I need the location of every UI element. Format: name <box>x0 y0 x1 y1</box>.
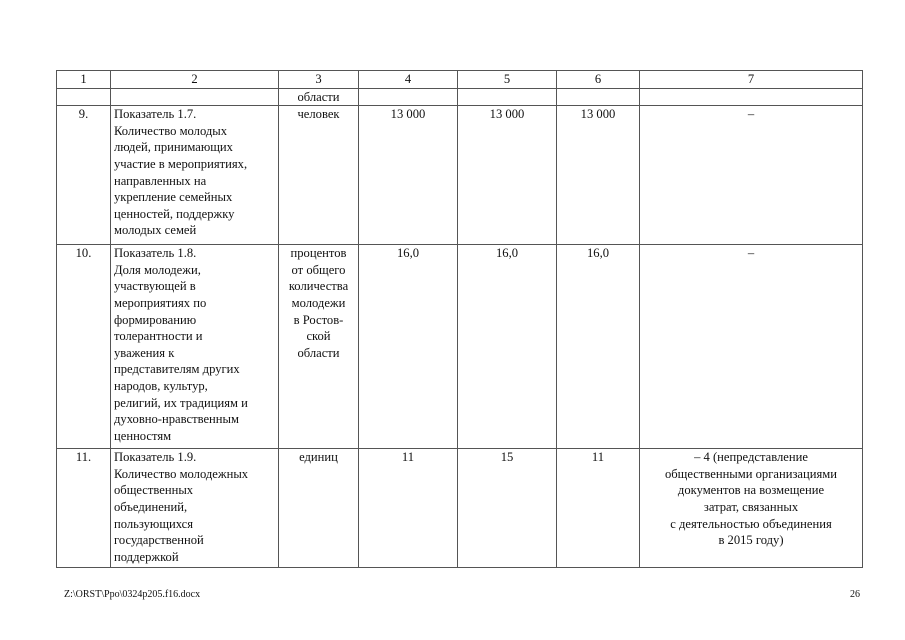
note-cell <box>640 449 863 568</box>
table-row <box>57 106 863 245</box>
indicator-line: укрепление семейных <box>114 190 233 205</box>
note-line: документов на возмещение <box>677 483 825 498</box>
header-row <box>57 71 863 89</box>
unit-line: количества <box>288 279 349 294</box>
unit-line: единиц <box>299 450 338 465</box>
indicator-line: пользующихся <box>114 516 194 531</box>
table-row <box>57 449 863 568</box>
indicator-line: объединений, <box>114 499 188 514</box>
indicator-line: направленных на <box>114 173 207 188</box>
unit-cell <box>279 245 359 449</box>
indicator-line: мероприятиях по <box>114 295 207 310</box>
indicator-line: представителям других <box>114 362 240 377</box>
note-line: общественными организациями <box>664 466 838 481</box>
continuation-cell-empty <box>640 88 863 106</box>
indicator-line: Количество молодых <box>114 123 228 138</box>
indicator-line: религий, их традициям и <box>114 395 248 410</box>
indicator-line: Показатель 1.9. <box>114 450 197 465</box>
indicator-line: ценностей, поддержку <box>114 206 235 221</box>
value-col-6: 11 <box>557 449 640 568</box>
header-cell-1: 1 <box>57 71 111 89</box>
indicator-line: толерантности и <box>114 329 203 344</box>
continuation-cell-empty <box>111 88 279 106</box>
continuation-cell-empty <box>57 88 111 106</box>
header-cell-6: 6 <box>557 71 640 89</box>
row-number: 11. <box>57 449 111 568</box>
continuation-cell-empty <box>458 88 557 106</box>
indicator-line: Количество молодежных <box>114 466 249 481</box>
note-line: затрат, связанных <box>703 499 799 514</box>
indicator-cell <box>111 245 279 449</box>
indicator-line: поддержкой <box>114 549 179 564</box>
value-col-6: 13 000 <box>557 106 640 245</box>
unit-line: молодежи <box>291 295 346 310</box>
unit-line: в Ростов- <box>293 312 344 327</box>
indicator-line: участвующей в <box>114 279 196 294</box>
header-cell-3: 3 <box>279 71 359 89</box>
unit-cell <box>279 449 359 568</box>
note-line: с деятельностью объединения <box>670 516 832 531</box>
indicator-line: Показатель 1.7. <box>114 107 197 122</box>
value-col-5: 16,0 <box>458 245 557 449</box>
unit-cell <box>279 106 359 245</box>
indicator-line: Показатель 1.8. <box>114 246 197 261</box>
note-line: в 2015 году) <box>718 533 784 548</box>
unit-line: ской <box>306 329 331 344</box>
footer-file-path: Z:\ORST\Ppo\0324p205.f16.docx <box>64 589 201 600</box>
header-cell-5: 5 <box>458 71 557 89</box>
value-col-4: 11 <box>359 449 458 568</box>
indicator-line: государственной <box>114 533 204 548</box>
indicator-cell <box>111 449 279 568</box>
unit-line: от общего <box>291 262 346 277</box>
continuation-cell-empty <box>557 88 640 106</box>
note-cell <box>640 245 863 449</box>
note-line: – <box>747 246 755 261</box>
note-cell <box>640 106 863 245</box>
footer-page-number: 26 <box>850 589 860 600</box>
indicator-line: народов, культур, <box>114 378 208 393</box>
indicator-line: общественных <box>114 483 194 498</box>
continuation-unit-cell: области <box>279 88 359 106</box>
header-cell-2: 2 <box>111 71 279 89</box>
header-cell-4: 4 <box>359 71 458 89</box>
continuation-row <box>57 88 863 106</box>
indicator-line: Доля молодежи, <box>114 262 201 277</box>
indicator-cell <box>111 106 279 245</box>
header-cell-7: 7 <box>640 71 863 89</box>
note-line: – <box>747 107 755 122</box>
unit-line: человек <box>297 107 340 122</box>
unit-line: области <box>297 345 340 360</box>
unit-line: процентов <box>290 246 347 261</box>
indicator-line: уважения к <box>114 345 175 360</box>
value-col-5: 15 <box>458 449 557 568</box>
indicator-line: молодых семей <box>114 223 197 238</box>
row-number: 9. <box>57 106 111 245</box>
row-number: 10. <box>57 245 111 449</box>
value-col-4: 16,0 <box>359 245 458 449</box>
indicator-line: ценностям <box>114 428 172 443</box>
indicator-line: духовно-нравственным <box>114 412 239 427</box>
indicator-line: формированию <box>114 312 197 327</box>
value-col-5: 13 000 <box>458 106 557 245</box>
note-line: – 4 (непредставление <box>694 450 808 465</box>
continuation-cell-empty <box>359 88 458 106</box>
table-row <box>57 245 863 449</box>
value-col-4: 13 000 <box>359 106 458 245</box>
value-col-6: 16,0 <box>557 245 640 449</box>
indicators-table <box>56 70 863 568</box>
indicator-line: людей, принимающих <box>114 140 233 155</box>
indicator-line: участие в мероприятиях, <box>114 156 248 171</box>
